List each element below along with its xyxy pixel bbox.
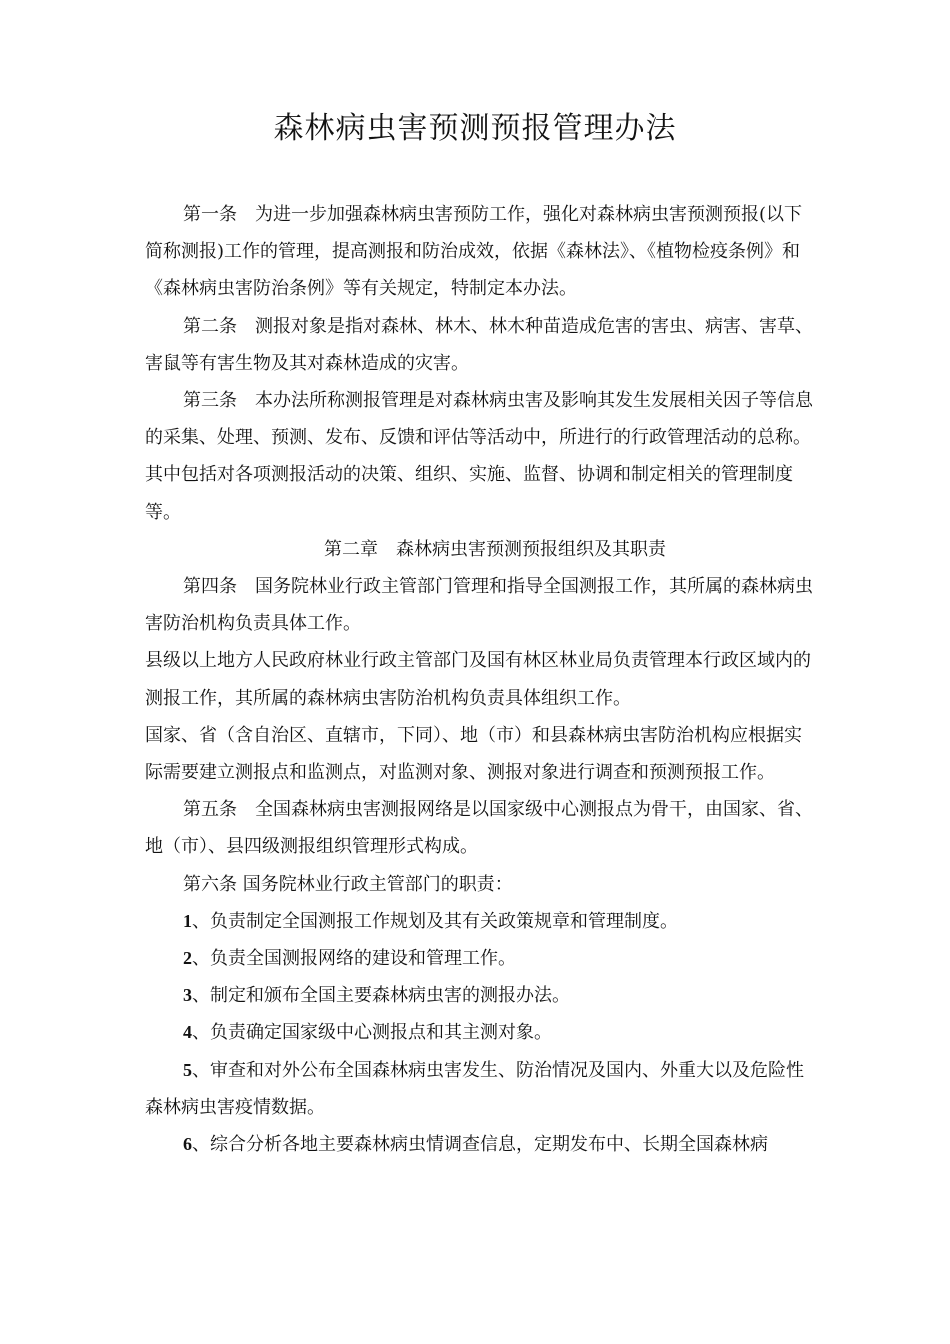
duty-text: 、负责确定国家级中心测报点和其主测对象。 bbox=[192, 1022, 552, 1044]
duty-item bbox=[145, 1052, 815, 1126]
duty-item bbox=[145, 977, 815, 1014]
article-5: 第五条 全国森林病虫害测报网络是以国家级中心测报点为骨干，由国家、省、地（市）、县四级测报组织管理形式构成。 bbox=[145, 799, 813, 858]
article-3: 第三条 本办法所称测报管理是对森林病虫害及影响其发生发展相关因子等信息的采集、处理、预测、发布、反馈和评估等活动中，所进行的行政管理活动的总称。其中包括对各项测报活动的决策、组织、实施、监督、协调和制定相关的管理制度等。 bbox=[145, 390, 813, 523]
article-6: 第六条 国务院林业行政主管部门的职责： bbox=[183, 873, 513, 895]
duty-number: 2 bbox=[183, 948, 192, 969]
duty-item bbox=[145, 1014, 815, 1051]
duty-text: 、制定和颁布全国主要森林病虫害的测报办法。 bbox=[192, 985, 570, 1007]
article-2: 第二条 测报对象是指对森林、林木、林木种苗造成危害的害虫、病害、害草、害鼠等有害生物及其对森林造成的灾害。 bbox=[145, 315, 813, 374]
duty-item bbox=[145, 940, 815, 977]
duty-number: 4 bbox=[183, 1022, 192, 1043]
duty-text: 、负责制定全国测报工作规划及其有关政策规章和管理制度。 bbox=[192, 910, 678, 932]
duty-number: 1 bbox=[183, 910, 192, 931]
duty-item bbox=[145, 903, 815, 940]
document-title: 森林病虫害预测预报管理办法 bbox=[273, 111, 677, 146]
duty-item bbox=[145, 1126, 815, 1163]
duty-number: 3 bbox=[183, 985, 192, 1006]
duty-text: 、综合分析各地主要森林病虫情调查信息，定期发布中、长期全国森林病 bbox=[192, 1134, 768, 1156]
chapter-heading: 第二章 森林病虫害预测预报组织及其职责 bbox=[324, 538, 666, 560]
article-4-clause-network: 国家、省（含自治区、直辖市，下同）、地（市）和县森林病虫害防治机构应根据实际需要建立测报点和监测点，对监测对象、测报对象进行调查和预测预报工作。 bbox=[145, 724, 802, 784]
duty-text: 、审查和对外公布全国森林病虫害发生、防治情况及国内、外重大以及危险性森林病虫害疫情数据。 bbox=[145, 1059, 804, 1118]
article-1: 第一条 为进一步加强森林病虫害预防工作，强化对森林病虫害预测预报(以下简称测报)工作的管理，提高测报和防治成效，依据《森林法》、《植物检疫条例》和《森林病虫害防治条例》等有关规定，特制定本办法。 bbox=[145, 204, 803, 300]
article-4: 第四条 国务院林业行政主管部门管理和指导全国测报工作，其所属的森林病虫害防治机构负责具体工作。 bbox=[145, 576, 813, 635]
duty-text: 、负责全国测报网络的建设和管理工作。 bbox=[192, 948, 516, 970]
duty-number: 5 bbox=[183, 1059, 192, 1080]
document-body bbox=[145, 196, 815, 1163]
article-4-clause-local: 县级以上地方人民政府林业行政主管部门及国有林区林业局负责管理本行政区域内的测报工作，其所属的森林病虫害防治机构负责具体组织工作。 bbox=[145, 650, 811, 709]
duty-number: 6 bbox=[183, 1134, 192, 1155]
